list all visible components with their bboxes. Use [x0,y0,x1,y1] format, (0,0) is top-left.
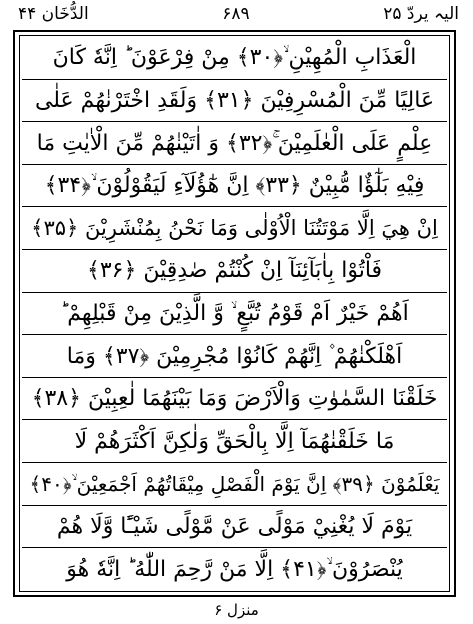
line-text: خَلَقْنَا السَّمٰوٰتِ وَالْاَرْضَ وَمَا بَيْنَهُمَا لٰعِبِيْنَ ﴿۳۸﴾ [31,386,438,412]
text-block [22,37,447,590]
line-text: مَا خَلَقْنٰهُمَآ اِلَّا بِالْحَقِّ وَلٰكِنَّ اَكْثَرَهُمْ لَا [74,428,395,454]
text-line [22,165,447,208]
text-line [22,548,447,590]
line-text: الْعَذَابِ الْمُهِيْنِ ۙ﴿۳۰﴾ مِنْ فِرْعَوْنَ ؕ اِنَّهٗ كَانَ [52,45,417,71]
text-line [22,378,447,421]
page-number: ۶۸۹ [222,4,250,24]
line-text: يَوْمَ لَا يُغْنِيْ مَوْلًى عَنْ مَّوْلًى شَيْـًٔا وَّلَا هُمْ [56,514,413,539]
text-line [22,506,447,549]
text-line [22,207,447,250]
text-line [22,293,447,336]
page-header [18,2,459,26]
text-line [22,37,447,80]
line-text: عِلْمٍ عَلَى الْعٰلَمِيْنَ ۚ﴿۳۲﴾ وَ اٰتَيْنٰهُمْ مِّنَ الْاٰيٰتِ مَا [36,130,433,156]
juz-label: الیہ یردّ ۲۵ [383,4,459,24]
surah-name: الدُّخَان ۴۴ [18,4,89,24]
page-footer [0,598,473,622]
line-text: يَعْلَمُوْنَ ﴿۳۹﴾ اِنَّ يَوْمَ الْفَصْلِ مِيْقَاتُهُمْ اَجْمَعِيْنَ ۙ﴿۴۰﴾ [29,471,440,496]
line-text: اِنْ هِيَ اِلَّا مَوْتَتُنَا الْاُوْلٰى وَمَا نَحْنُ بِمُنْشَرِيْنَ ﴿۳۵﴾ [31,216,438,241]
line-text: اَهُمْ خَيْرٌ اَمْ قَوْمُ تُبَّعٍ ۙ وَّ الَّذِيْنَ مِنْ قَبْلِهِمْ ؕ [60,300,409,326]
manzil-label: منزل ۶ [214,601,259,619]
text-line [22,463,447,506]
line-text: يُنْصَرُوْنَ ۙ﴿۴۱﴾ اِلَّا مَنْ رَّحِمَ اللّٰهُ ؕ اِنَّهٗ هُوَ [66,556,403,582]
text-line [22,122,447,165]
text-line [22,80,447,123]
text-line [22,335,447,378]
line-text: فَاْتُوْا بِاٰبَآئِنَآ اِنْ كُنْتُمْ صٰدِقِيْنَ ﴿۳۶﴾ [86,258,383,284]
text-line [22,250,447,293]
line-text: فِيْهِ بَلٰٓؤٌا مُّبِيْنٌ ﴿۳۳﴾ اِنَّ هٰٓؤُلَآءِ لَيَقُوْلُوْنَ ۙ﴿۳۴﴾ [44,173,425,199]
text-line [22,420,447,463]
line-text: عَالِيًا مِّنَ الْمُسْرِفِيْنَ ﴿۳۱﴾ وَلَقَدِ اخْتَرْنٰهُمْ عَلٰى [34,87,435,113]
line-text: اَهْلَكْنٰهُمْ ۫ اِنَّهُمْ كَانُوْا مُجْرِمِيْنَ ﴿۳۷﴾ وَمَا [66,343,403,369]
